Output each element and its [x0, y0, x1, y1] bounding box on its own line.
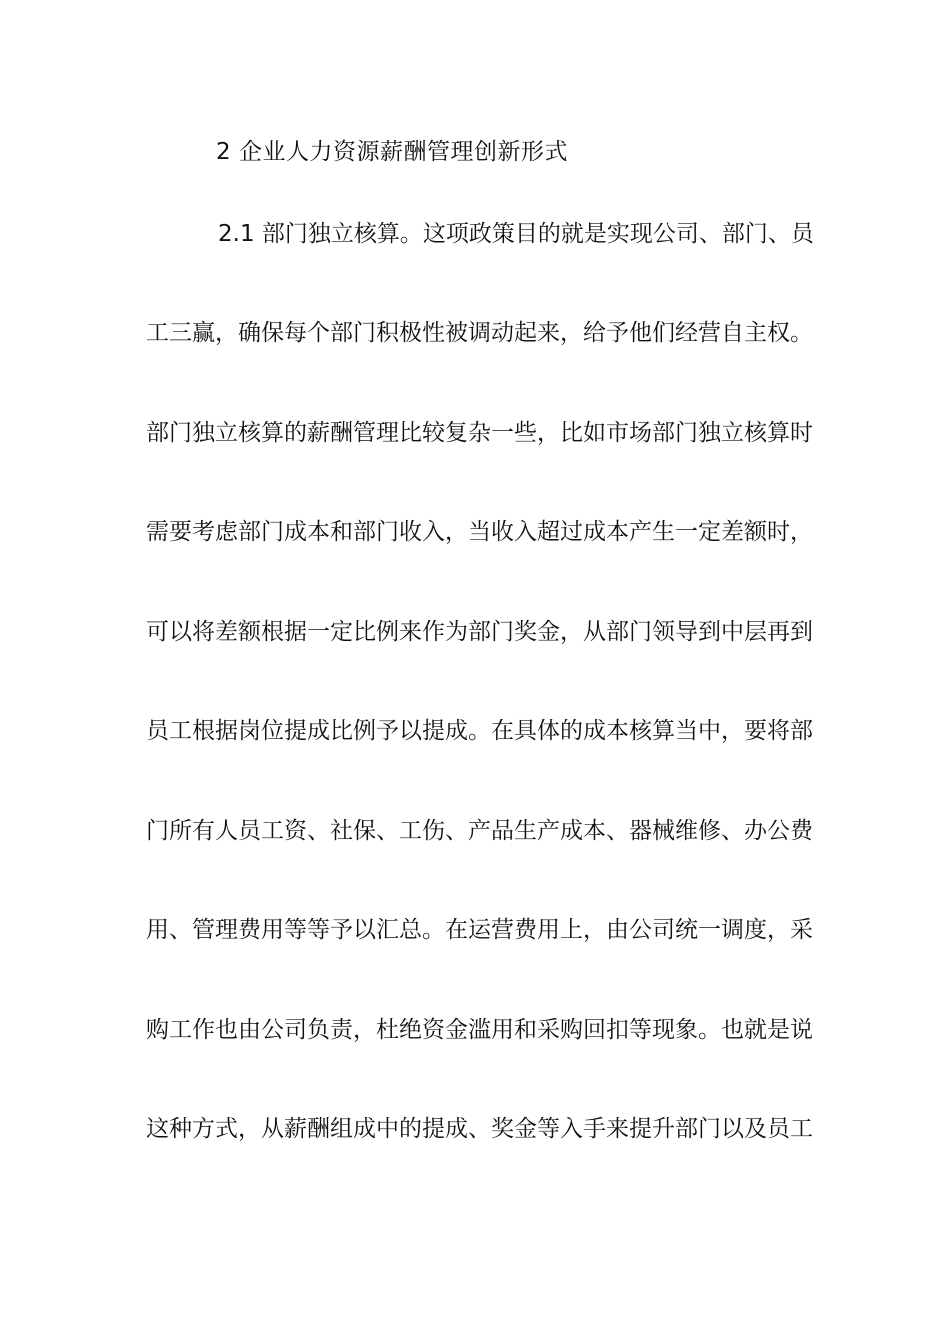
paragraph-line: 2.1 部门独立核算。这项政策目的就是实现公司、部门、员 [218, 221, 814, 247]
paragraph-line: 需要考虑部门成本和部门收入，当收入超过成本产生一定差额时， [146, 519, 813, 545]
paragraph-line: 员工根据岗位提成比例予以提成。在具体的成本核算当中，要将部 [146, 718, 813, 744]
paragraph-line: 购工作也由公司负责，杜绝资金滥用和采购回扣等现象。也就是说 [146, 1017, 813, 1043]
paragraph-line: 工三赢，确保每个部门积极性被调动起来，给予他们经营自主权。 [146, 320, 813, 346]
section-heading: 2 企业人力资源薪酬管理创新形式 [216, 139, 568, 165]
paragraph-line: 可以将差额根据一定比例来作为部门奖金，从部门领导到中层再到 [146, 619, 813, 645]
paragraph-line: 这种方式，从薪酬组成中的提成、奖金等入手来提升部门以及员工 [146, 1116, 813, 1142]
paragraph-line: 用、管理费用等等予以汇总。在运营费用上，由公司统一调度，采 [146, 917, 813, 943]
paragraph-line: 门所有人员工资、社保、工伤、产品生产成本、器械维修、办公费 [146, 818, 813, 844]
paragraph-line: 部门独立核算的薪酬管理比较复杂一些，比如市场部门独立核算时 [146, 420, 813, 446]
